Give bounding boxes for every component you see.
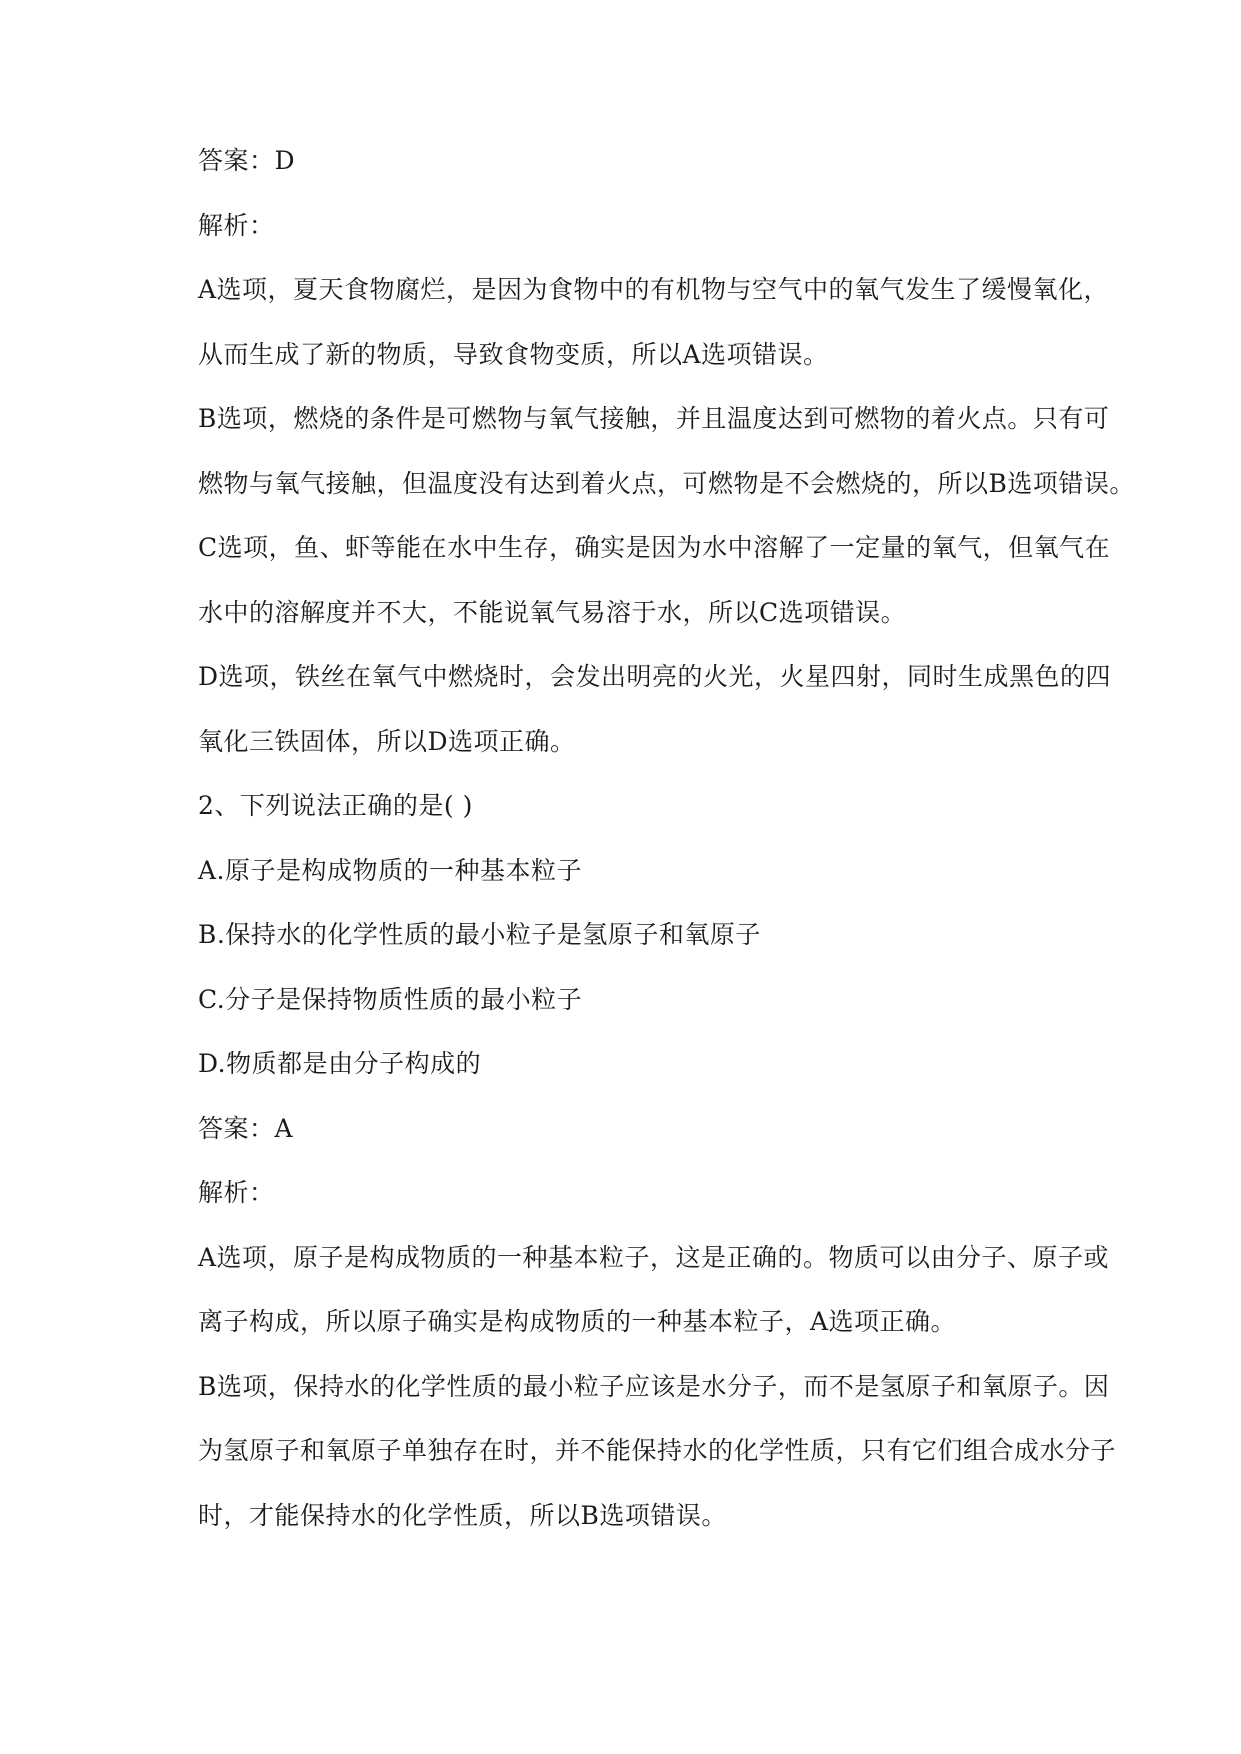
analysis-line: 为氢原子和氧原子单独存在时，并不能保持水的化学性质，只有它们组合成水分子: [198, 1436, 1117, 1465]
analysis-line: D选项，铁丝在氧气中燃烧时，会发出明亮的火光，火星四射，同时生成黑色的四: [198, 662, 1112, 691]
analysis-label: 解析：: [198, 1178, 275, 1207]
analysis-line: 离子构成，所以原子确实是构成物质的一种基本粒子，A选项正确。: [198, 1307, 957, 1336]
analysis-line: 时，才能保持水的化学性质，所以B选项错误。: [198, 1500, 727, 1530]
analysis-line: B选项，保持水的化学性质的最小粒子应该是水分子，而不是氢原子和氧原子。因: [198, 1371, 1110, 1401]
option-b: B.保持水的化学性质的最小粒子是氢原子和氧原子: [198, 920, 761, 949]
analysis-line: 从而生成了新的物质，导致食物变质，所以A选项错误。: [198, 339, 829, 369]
question-stem: 2、下列说法正确的是( ): [198, 791, 473, 820]
option-d: D.物质都是由分子构成的: [198, 1049, 482, 1078]
answer-label: 答案：A: [198, 1113, 294, 1143]
option-a: A.原子是构成物质的一种基本粒子: [198, 855, 583, 885]
analysis-line: 水中的溶解度并不大，不能说氧气易溶于水，所以C选项错误。: [198, 597, 907, 627]
analysis-line: A选项，原子是构成物质的一种基本粒子，这是正确的。物质可以由分子、原子或: [198, 1242, 1110, 1272]
analysis-line: 氧化三铁固体，所以D选项正确。: [198, 726, 576, 756]
analysis-line: B选项，燃烧的条件是可燃物与氧气接触，并且温度达到可燃物的着火点。只有可: [198, 404, 1110, 433]
answer-label: 答案：D: [198, 146, 296, 175]
document-body: [198, 143, 1135, 1562]
analysis-line: C选项，鱼、虾等能在水中生存，确实是因为水中溶解了一定量的氧气，但氧气在: [198, 533, 1111, 562]
analysis-line: A选项，夏天食物腐烂，是因为食物中的有机物与空气中的氧气发生了缓慢氧化，: [198, 275, 1110, 304]
analysis-label: 解析：: [198, 210, 275, 240]
analysis-line: 燃物与氧气接触，但温度没有达到着火点，可燃物是不会燃烧的，所以B选项错误。: [198, 468, 1135, 498]
option-c: C.分子是保持物质性质的最小粒子: [198, 984, 583, 1014]
